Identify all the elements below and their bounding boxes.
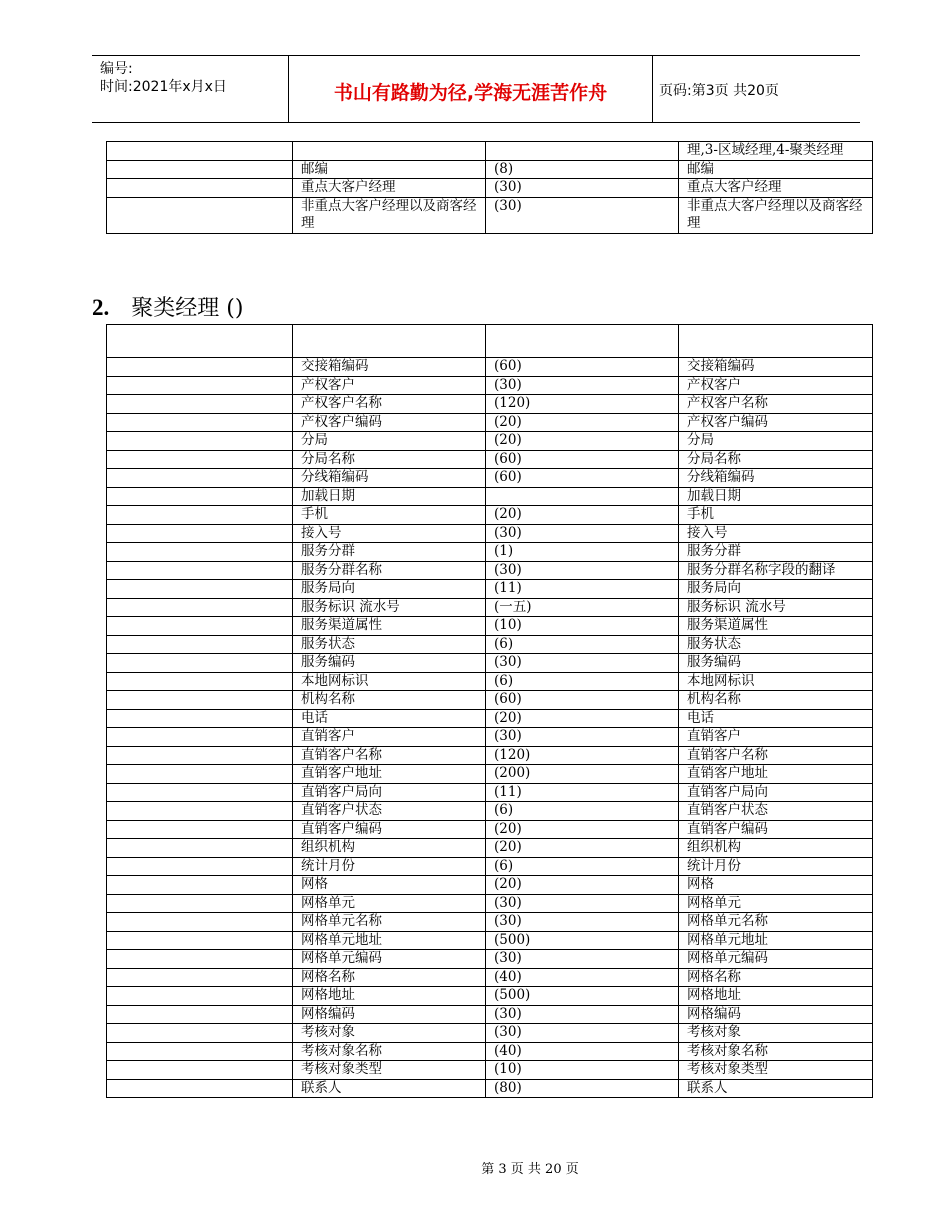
table-row: [107, 1042, 873, 1061]
table-cell: [107, 524, 293, 543]
table-cell: [107, 469, 293, 488]
table-cell: 网格名称: [679, 968, 873, 987]
header-page-info: 页码:第3页 共20页: [659, 83, 779, 99]
table-cell: 网格地址: [679, 987, 873, 1006]
table-cell: [107, 617, 293, 636]
table-cell: [679, 325, 873, 358]
table-cell: 网格单元编码: [679, 950, 873, 969]
field-table-2: [106, 324, 873, 1098]
table-cell: 直销客户局向: [293, 783, 486, 802]
table-cell: 服务编码: [293, 654, 486, 673]
table-row: [107, 894, 873, 913]
table-cell: 直销客户状态: [679, 802, 873, 821]
table-cell: (6): [486, 672, 679, 691]
table-row: [107, 691, 873, 710]
table-row: [107, 802, 873, 821]
table-cell: (20): [486, 506, 679, 525]
table-cell: (200): [486, 765, 679, 784]
table-cell: 电话: [679, 709, 873, 728]
table-cell: [107, 450, 293, 469]
table-cell: (6): [486, 635, 679, 654]
table-cell: 联系人: [293, 1079, 486, 1098]
table-cell: [107, 142, 293, 161]
table-cell: 服务渠道属性: [679, 617, 873, 636]
table-cell: [107, 1042, 293, 1061]
table-cell: [107, 931, 293, 950]
table-row: [107, 876, 873, 895]
table-cell: 服务编码: [679, 654, 873, 673]
table-cell: [293, 142, 486, 161]
table-cell: [107, 857, 293, 876]
table-cell: 联系人: [679, 1079, 873, 1098]
table-cell: 接入号: [293, 524, 486, 543]
table-row: [107, 913, 873, 932]
table-cell: 服务状态: [293, 635, 486, 654]
table-row: [107, 839, 873, 858]
table-cell: 直销客户状态: [293, 802, 486, 821]
table-row: [107, 450, 873, 469]
table-cell: 手机: [679, 506, 873, 525]
table-cell: (20): [486, 876, 679, 895]
table-row: [107, 1005, 873, 1024]
table-cell: 网格单元名称: [679, 913, 873, 932]
table-cell: 考核对象名称: [679, 1042, 873, 1061]
table-cell: [107, 765, 293, 784]
table-row: [107, 1079, 873, 1098]
table-cell: 产权客户编码: [293, 413, 486, 432]
table-row: [107, 543, 873, 562]
table-cell: (40): [486, 968, 679, 987]
table-cell: 服务标识 流水号: [679, 598, 873, 617]
table-row: [107, 654, 873, 673]
table-cell: [107, 635, 293, 654]
page-header: [92, 55, 860, 123]
table-cell: 机构名称: [293, 691, 486, 710]
table-cell: [107, 561, 293, 580]
table-cell: (30): [486, 376, 679, 395]
section-number: 2.: [92, 295, 110, 320]
table-row: [107, 561, 873, 580]
table-cell: 统计月份: [679, 857, 873, 876]
table-cell: 考核对象类型: [293, 1061, 486, 1080]
table-cell: [107, 580, 293, 599]
table-cell: [107, 709, 293, 728]
table-cell: 网格名称: [293, 968, 486, 987]
table-row: [107, 413, 873, 432]
table-cell: (500): [486, 931, 679, 950]
table-cell: (30): [486, 179, 679, 198]
table-cell: (30): [486, 728, 679, 747]
table-cell: 网格单元地址: [293, 931, 486, 950]
table-cell: [107, 802, 293, 821]
table-cell: 直销客户: [293, 728, 486, 747]
table-cell: [107, 894, 293, 913]
table-cell: 考核对象: [293, 1024, 486, 1043]
table-row: [107, 469, 873, 488]
table-cell: [107, 968, 293, 987]
table-cell: (20): [486, 413, 679, 432]
table-cell: [107, 876, 293, 895]
table-cell: 服务分群名称字段的翻译: [679, 561, 873, 580]
table-cell: [107, 432, 293, 451]
table-cell: (8): [486, 160, 679, 179]
table-cell: [107, 197, 293, 233]
table-cell: 直销客户局向: [679, 783, 873, 802]
table-cell: [107, 376, 293, 395]
table-cell: [107, 543, 293, 562]
table-cell: [107, 395, 293, 414]
table-cell: 考核对象: [679, 1024, 873, 1043]
table-cell: 网格编码: [293, 1005, 486, 1024]
table-cell: (10): [486, 617, 679, 636]
table-cell: 组织机构: [293, 839, 486, 858]
table-row: [107, 672, 873, 691]
table-cell: 分局名称: [293, 450, 486, 469]
table-cell: 直销客户地址: [679, 765, 873, 784]
table-row: [107, 142, 873, 161]
table-cell: 网格单元编码: [293, 950, 486, 969]
table-cell: [107, 746, 293, 765]
table-cell: [107, 691, 293, 710]
table-cell: 考核对象类型: [679, 1061, 873, 1080]
table-cell: [107, 987, 293, 1006]
table-cell: (60): [486, 469, 679, 488]
section-title: 聚类经理 (): [131, 296, 244, 321]
table-cell: 交接箱编码: [679, 358, 873, 377]
table-cell: [107, 160, 293, 179]
header-slogan: 书山有路勤为径,学海无涯苦作舟: [288, 56, 653, 122]
table-cell: 产权客户名称: [679, 395, 873, 414]
table-cell: (500): [486, 987, 679, 1006]
table-cell: 非重点大客户经理以及商客经理: [293, 197, 486, 233]
table-cell: (20): [486, 820, 679, 839]
table-row: [107, 931, 873, 950]
table-cell: [107, 1079, 293, 1098]
table-cell: 分局名称: [679, 450, 873, 469]
table-cell: 分局: [679, 432, 873, 451]
table-cell: 网格: [679, 876, 873, 895]
table-cell: (30): [486, 561, 679, 580]
table-cell: 服务渠道属性: [293, 617, 486, 636]
table-cell: [107, 1061, 293, 1080]
table-row: [107, 820, 873, 839]
table-cell: [107, 950, 293, 969]
table-cell: 产权客户: [679, 376, 873, 395]
table-cell: (11): [486, 580, 679, 599]
table-cell: 服务状态: [679, 635, 873, 654]
table-row: [107, 1024, 873, 1043]
table-cell: [293, 325, 486, 358]
table-cell: [107, 506, 293, 525]
table-cell: (1): [486, 543, 679, 562]
table-cell: 重点大客户经理: [679, 179, 873, 198]
table-cell: 电话: [293, 709, 486, 728]
table-cell: 网格单元地址: [679, 931, 873, 950]
table-row: [107, 746, 873, 765]
table-row: [107, 987, 873, 1006]
table-cell: 邮编: [293, 160, 486, 179]
table-cell: [107, 1024, 293, 1043]
table-cell: (30): [486, 1005, 679, 1024]
table-row: [107, 432, 873, 451]
table-cell: 网格单元: [679, 894, 873, 913]
table-cell: (120): [486, 746, 679, 765]
table-cell: 服务局向: [293, 580, 486, 599]
table-cell: (30): [486, 913, 679, 932]
table-cell: 网格: [293, 876, 486, 895]
table-cell: 理,3-区域经理,4-聚类经理: [679, 142, 873, 161]
field-table-1: [106, 141, 873, 234]
table-cell: [107, 487, 293, 506]
table-cell: [107, 654, 293, 673]
table-cell: (60): [486, 358, 679, 377]
table-row: [107, 728, 873, 747]
table-cell: (120): [486, 395, 679, 414]
table-cell: [486, 487, 679, 506]
table-cell: [107, 325, 293, 358]
table-cell: 网格单元: [293, 894, 486, 913]
table-cell: [107, 820, 293, 839]
table-row: [107, 598, 873, 617]
table-row: [107, 968, 873, 987]
table-cell: (20): [486, 839, 679, 858]
table-cell: [486, 325, 679, 358]
table-row: [107, 857, 873, 876]
table-row: [107, 395, 873, 414]
table-cell: (30): [486, 950, 679, 969]
table-row: [107, 1061, 873, 1080]
table-cell: [107, 839, 293, 858]
table-row: [107, 376, 873, 395]
table-cell: 分局: [293, 432, 486, 451]
table-cell: 统计月份: [293, 857, 486, 876]
table-cell: 直销客户名称: [679, 746, 873, 765]
table-cell: 服务局向: [679, 580, 873, 599]
table-row: [107, 487, 873, 506]
table-cell: [107, 598, 293, 617]
table-row: [107, 783, 873, 802]
table-cell: 本地网标识: [293, 672, 486, 691]
table-row: [107, 635, 873, 654]
table-row: [107, 358, 873, 377]
table-cell: (80): [486, 1079, 679, 1098]
table-cell: [107, 728, 293, 747]
table-row: [107, 709, 873, 728]
table-cell: (30): [486, 894, 679, 913]
table-cell: (40): [486, 1042, 679, 1061]
doc-number-label: 编号:: [100, 61, 133, 77]
table-cell: 考核对象名称: [293, 1042, 486, 1061]
table-cell: [107, 358, 293, 377]
table-cell: 直销客户: [679, 728, 873, 747]
table-row: [107, 524, 873, 543]
table-cell: (6): [486, 802, 679, 821]
table-row: [107, 160, 873, 179]
table-row: [107, 325, 873, 358]
table-cell: 服务分群: [679, 543, 873, 562]
table-cell: 服务标识 流水号: [293, 598, 486, 617]
table-row: [107, 197, 873, 233]
table-cell: (30): [486, 197, 679, 233]
table-cell: (30): [486, 524, 679, 543]
page-footer: 第 3 页 共 20 页: [481, 1162, 579, 1177]
table-cell: (11): [486, 783, 679, 802]
table-cell: 网格单元名称: [293, 913, 486, 932]
table-cell: 本地网标识: [679, 672, 873, 691]
table-cell: 加载日期: [679, 487, 873, 506]
table-row: [107, 950, 873, 969]
table-cell: (一五): [486, 598, 679, 617]
table-cell: 服务分群名称: [293, 561, 486, 580]
table-cell: 产权客户名称: [293, 395, 486, 414]
table-cell: (30): [486, 1024, 679, 1043]
table-cell: [107, 1005, 293, 1024]
table-cell: 重点大客户经理: [293, 179, 486, 198]
table-cell: 组织机构: [679, 839, 873, 858]
header-meta: [92, 56, 288, 122]
table-cell: 手机: [293, 506, 486, 525]
table-cell: 邮编: [679, 160, 873, 179]
table-cell: 非重点大客户经理以及商客经理: [679, 197, 873, 233]
table-cell: [486, 142, 679, 161]
table-cell: 直销客户名称: [293, 746, 486, 765]
table-cell: (10): [486, 1061, 679, 1080]
table-row: [107, 617, 873, 636]
table-cell: [107, 413, 293, 432]
table-row: [107, 179, 873, 198]
table-cell: 机构名称: [679, 691, 873, 710]
table-cell: (30): [486, 654, 679, 673]
table-cell: 直销客户地址: [293, 765, 486, 784]
table-cell: [107, 913, 293, 932]
table-cell: 网格地址: [293, 987, 486, 1006]
table-cell: 加载日期: [293, 487, 486, 506]
table-cell: 网格编码: [679, 1005, 873, 1024]
table-row: [107, 765, 873, 784]
table-cell: (60): [486, 691, 679, 710]
table-cell: 服务分群: [293, 543, 486, 562]
table-cell: 接入号: [679, 524, 873, 543]
table-cell: 直销客户编码: [679, 820, 873, 839]
table-cell: (20): [486, 709, 679, 728]
table-row: [107, 506, 873, 525]
doc-date: 时间:2021年x月x日: [100, 79, 227, 95]
section-heading: [92, 291, 243, 322]
table-cell: (6): [486, 857, 679, 876]
table-cell: [107, 179, 293, 198]
table-cell: 分线箱编码: [293, 469, 486, 488]
table-cell: 分线箱编码: [679, 469, 873, 488]
table-cell: [107, 672, 293, 691]
table-row: [107, 580, 873, 599]
table-cell: 产权客户编码: [679, 413, 873, 432]
table-cell: 直销客户编码: [293, 820, 486, 839]
table-cell: (20): [486, 432, 679, 451]
table-cell: 产权客户: [293, 376, 486, 395]
table-cell: (60): [486, 450, 679, 469]
table-cell: 交接箱编码: [293, 358, 486, 377]
table-cell: [107, 783, 293, 802]
